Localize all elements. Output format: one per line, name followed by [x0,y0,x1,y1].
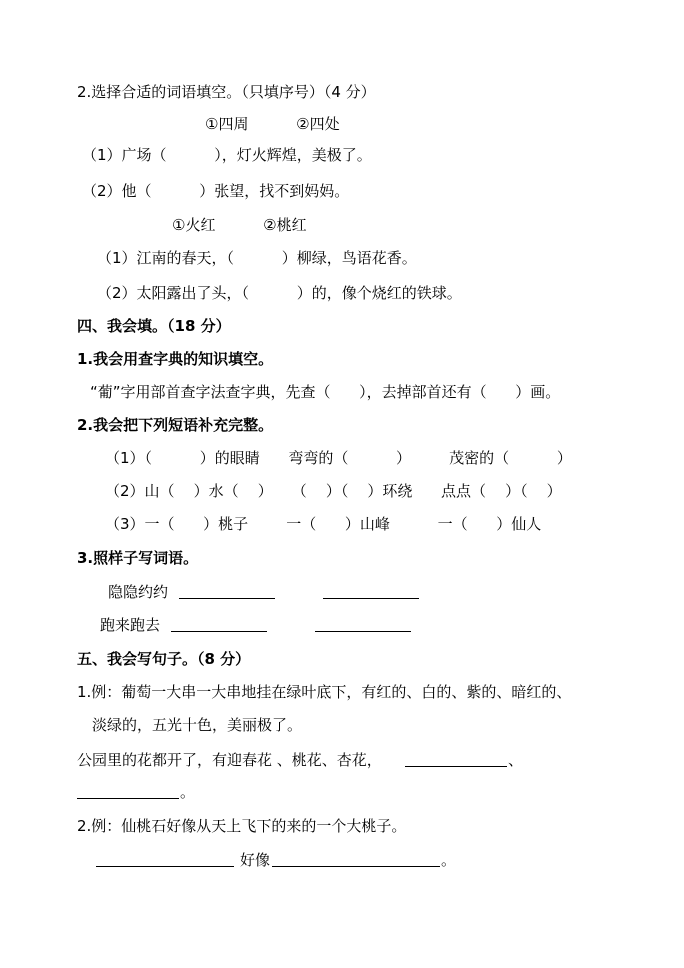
answer-line[interactable] [272,852,440,867]
section-5-q1-line1: 1.例：葡萄一大串一大串地挂在绿叶底下，有红的、白的、紫的、暗红的、 [77,683,572,701]
answer-line[interactable] [171,617,267,632]
answer-line[interactable] [179,584,275,599]
answer-line[interactable] [323,584,419,599]
section-5-q1-line2: 淡绿的，五光十色，美丽极了。 [92,716,303,734]
section-5-heading: 五、我会写句子。（8 分） [77,650,251,668]
answer-line[interactable] [96,852,234,867]
answer-line[interactable] [315,617,411,632]
section-5-q2-mid: 好像 [240,851,271,869]
phrase-row-1: （1）（ ）的眼睛 弯弯的（ ） 茂密的（ ） [105,449,572,467]
sentence-a1: （1）广场（ ），灯火辉煌，美极了。 [82,146,372,164]
question-2-title: 2.选择合适的词语填空。（只填序号）（4 分） [77,83,376,101]
answer-line[interactable] [405,752,507,767]
section-4-q2-title: 2.我会把下列短语补充完整。 [77,416,274,434]
sentence-b2: （2）太阳露出了头，（ ）的，像个烧红的铁球。 [97,284,462,302]
section-4-q3-title: 3.照样子写词语。 [77,549,199,567]
section-5-q1-line3: 公园里的花都开了，有迎春花 、桃花、杏花， [77,751,382,769]
example-word-1: 隐隐约约 [108,583,169,601]
section-5-q1-line4-end: 。 [180,783,196,801]
section-5-q2-end: 。 [441,851,457,869]
section-4-heading: 四、我会填。（18 分） [77,317,231,335]
sentence-a2: （2）他（ ）张望，找不到妈妈。 [82,182,350,200]
example-word-2: 跑来跑去 [100,616,161,634]
section-4-q1-title: 1.我会用查字典的知识填空。 [77,350,274,368]
phrase-row-2: （2）山（ ）水（ ） （ ）（ ）环绕 点点（ ）（ ） [105,482,562,500]
options-huohong-taohong: ①火红 ②桃红 [172,216,307,234]
section-5-q1-line3-end: 、 [508,751,524,769]
phrase-row-3: （3）一（ ）桃子 一（ ）山峰 一（ ）仙人 [105,515,542,533]
section-5-q2-line1: 2.例：仙桃石好像从天上飞下的来的一个大桃子。 [77,817,407,835]
options-sizhou-sichu: ①四周 ②四处 [205,115,340,133]
answer-line[interactable] [77,784,179,799]
section-4-q1-text: “葡”字用部首查字法查字典，先查（ ），去掉部首还有（ ）画。 [90,383,561,401]
sentence-b1: （1）江南的春天，（ ）柳绿，鸟语花香。 [97,249,417,267]
